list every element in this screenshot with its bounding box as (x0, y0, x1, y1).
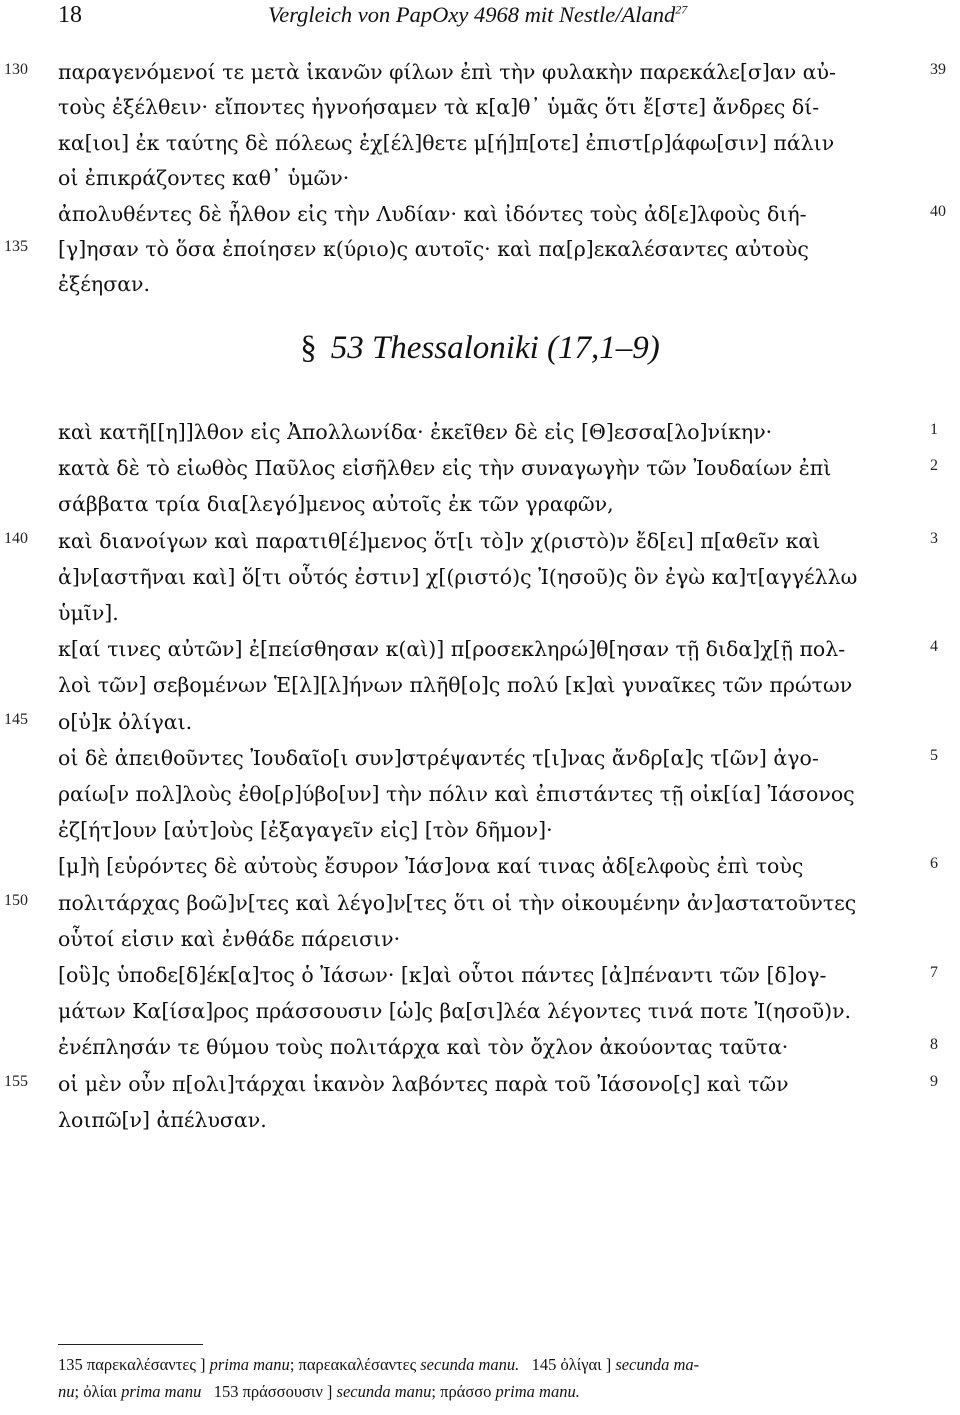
text-line (0, 232, 960, 268)
verse-number: 6 (930, 855, 938, 873)
greek-text: παραγενόμενοί τε μετὰ ἱκανῶν φίλων ἐπὶ τὴν φυλακὴν παρεκάλε[σ]αν αὐ- (58, 60, 836, 84)
page-number: 18 (58, 2, 82, 28)
text-line (0, 487, 960, 523)
greek-text: οἱ μὲν οὖν π[ολι]τάρχαι ἱκανὸν λαβόντες παρὰ τοῦ Ἰάσονο[ς] καὶ τῶν (58, 1071, 789, 1096)
greek-text: οἱ δὲ ἀπειθοῦντες Ἰουδαῖο[ι συν]στρέψαντές τ[ι]νας ἄνδρ[α]ς τ[ῶν] ἀγο- (58, 745, 819, 770)
footnote-hand-note: prima manu (121, 1382, 202, 1401)
text-line (0, 741, 960, 777)
greek-text: λοὶ τῶν] σεβομένων Ἑ[λ][λ]ήνων πλῆθ[ο]ς πολύ [κ]αὶ γυναῖκες τῶν πρώτων (58, 673, 853, 698)
running-title-text: Vergleich von PapOxy 4968 mit Nestle/Aland (268, 2, 676, 27)
text-line (0, 1103, 960, 1139)
greek-text: ἀπολυθέντες δὲ ἦλθον εἰς τὴν Λυδίαν· καὶ ἰδόντες τοὺς ἀδ[ε]λφοὺς διή- (58, 201, 807, 226)
text-line (0, 451, 960, 487)
greek-text: κ[αί τινες αὐτῶν] ἐ[πείσθησαν κ(αὶ)] π[ροσεκληρώ]θ[ησαν τῇ διδα]χ[ῇ πολ- (58, 637, 846, 662)
greek-text: πολιτάρχας βοῶ]ν[τες καὶ λέγο]ν[τες ὅτι οἱ τὴν οἰκουμένην ἀν]αστατοῦντες (58, 890, 857, 915)
text-line (0, 1030, 960, 1066)
greek-text: οὗτοί εἰσιν καὶ ἐνθάδε πάρεισιν· (58, 926, 401, 951)
text-line (0, 90, 960, 126)
text-line (0, 994, 960, 1030)
footnote-hand-note: secunda manu. (420, 1355, 520, 1374)
greek-text: ἐνέπλησάν τε θύμου τοὺς πολιτάρχα καὶ τὸν ὄχλον ἀκούοντας ταῦτα· (58, 1035, 789, 1060)
verse-number: 7 (930, 964, 938, 981)
footnote-variant: ; παρεακαλέσαντες (289, 1355, 417, 1374)
text-line (0, 886, 960, 922)
running-title-superscript: 27 (675, 2, 688, 17)
greek-text: [οὓ]ς ὑποδε[δ]έκ[α]τος ὁ Ἰάσων· [κ]αὶ οὗτοι πάντες [ἀ]πέναντι τῶν [δ]ογ- (58, 963, 827, 987)
text-line (0, 668, 960, 704)
line-number: 135 (4, 238, 28, 255)
text-line (0, 126, 960, 162)
footnote-divider (58, 1344, 203, 1345)
greek-text: ο[ὐ]κ ὀλίγαι. (58, 709, 193, 734)
text-line (0, 197, 960, 233)
footnote-lemma: 153 πράσσουσιν ] (213, 1382, 333, 1401)
greek-text: [γ]ησαν τὸ ὅσα ἐποίησεν κ(ύριο)ς αυτοῖς· καὶ πα[ρ]εκαλέσαντες αὐτοὺς (58, 237, 809, 261)
greek-text: καὶ κατῆ[[η]]λθον εἰς Ἀπολλωνίδα· ἐκεῖθεν δὲ εἰς [Θ]εσσα[λο]νίκην· (58, 420, 773, 444)
greek-text: κατὰ δὲ τὸ εἰωθὸς Παῦλος εἰσῆλθεν εἰς τὴν συναγωγὴν τῶν Ἰουδαίων ἐπὶ (58, 456, 832, 481)
page-header (0, 0, 960, 50)
greek-text: τοὺς ἐξέλθειν· εἴποντες ἠγνοήσαμεν τὰ κ[α]θ᾽ ὑμᾶς ὅτι ἔ[στε] ἄνδρες δί- (58, 95, 820, 120)
greek-text: [μ]ὴ [εὑρόντες δὲ αὐτοὺς ἔσυρον Ἰάσ]ονα καί τινας ἀδ[ελφοὺς ἐπὶ τοὺς (58, 854, 804, 879)
footnote-variant: ; ὀλίαι (74, 1382, 117, 1401)
text-line (0, 958, 960, 994)
text-line (0, 560, 960, 596)
text-line (0, 632, 960, 668)
verse-number: 2 (930, 457, 938, 475)
section-title: 53 Thessaloniki (17,1–9) (330, 330, 660, 366)
greek-text: ἐζ[ήτ]ουν [αὐτ]οὺς [ἐξαγαγεῖν εἰς] [τὸν δῆμον]· (58, 818, 553, 843)
footnote-hand-note: prima manu. (495, 1382, 580, 1401)
verse-number: 9 (930, 1072, 938, 1090)
text-line (0, 705, 960, 741)
text-line (0, 813, 960, 849)
text-line (0, 777, 960, 813)
footnote-hand-note: secunda ma- (615, 1355, 700, 1374)
line-number: 140 (4, 529, 28, 547)
line-number: 145 (4, 710, 28, 728)
line-number: 155 (4, 1072, 28, 1090)
greek-text: ἀ]ν[αστῆναι καὶ] ὅ[τι οὗτός ἐστιν] χ[(ριστό)ς Ἰ(ησοῦ)ς ὃν ἐγὼ κα]τ[αγγέλλω (58, 564, 858, 589)
footnote-hand-note: nu (58, 1382, 75, 1401)
greek-text: κα[ιοι] ἐκ ταύτης δὲ πόλεως ἐχ[έλ]θετε μ[ή]π[οτε] ἐπιστ[ρ]άφω[σιν] πάλιν (58, 130, 835, 155)
greek-text: ὑμῖν]. (58, 601, 119, 625)
section-sign: § (300, 330, 317, 366)
greek-text: λοιπῶ[ν] ἀπέλυσαν. (58, 1107, 267, 1132)
running-title (268, 2, 687, 28)
line-number: 130 (4, 61, 28, 78)
footnotes (58, 1352, 938, 1406)
greek-text: ραίω[ν πολ]λοὺς ἐθο[ρ]ύβο[υν] τὴν πόλιν καὶ ἐπιστάντες τῇ οἰκ[ία] Ἰάσονος (58, 782, 855, 806)
footnote-line (58, 1379, 938, 1406)
greek-text: καὶ διανοίγων καὶ παρατιθ[έ]μενος ὅτ[ι τὸ]ν χ(ριστὸ)ν ἔδ[ει] π[αθεῖν καὶ (58, 528, 821, 553)
verse-number: 1 (930, 421, 938, 438)
verse-number: 8 (930, 1036, 938, 1054)
text-line (0, 849, 960, 885)
footnote-lemma: 145 ὀλίγαι ] (531, 1355, 612, 1374)
greek-text: μάτων Κα[ίσα]ρος πράσσουσιν [ὡ]ς βα[σι]λέα λέγοντες τινά ποτε Ἰ(ησοῦ)ν. (58, 999, 852, 1024)
verse-number: 39 (930, 61, 946, 78)
text-line (0, 267, 960, 303)
footnote-lemma: 135 παρεκαλέσαντες ] (58, 1355, 206, 1374)
text-line (0, 922, 960, 958)
verse-number: 4 (930, 638, 938, 656)
footnote-line (58, 1352, 938, 1379)
footnote-hand-note: secunda manu (336, 1382, 432, 1401)
verse-number: 3 (930, 529, 938, 547)
text-line (0, 161, 960, 197)
verse-number: 40 (930, 202, 946, 220)
greek-text: σάββατα τρία δια[λεγό]μενος αὐτοῖς ἐκ τῶν γραφῶν, (58, 492, 614, 517)
verse-number: 5 (930, 746, 938, 764)
text-line (0, 524, 960, 560)
footnote-hand-note: prima manu (209, 1355, 290, 1374)
text-line (0, 1067, 960, 1103)
footnote-variant: ; πράσσο (431, 1382, 492, 1401)
text-line (0, 415, 960, 451)
text-line (0, 596, 960, 632)
text-line (0, 55, 960, 91)
section-heading (0, 330, 960, 390)
greek-text: ἐξέησαν. (58, 272, 151, 297)
line-number: 150 (4, 891, 28, 909)
greek-text: οἱ ἐπικράζοντες καθ᾽ ὑμῶν· (58, 166, 350, 191)
